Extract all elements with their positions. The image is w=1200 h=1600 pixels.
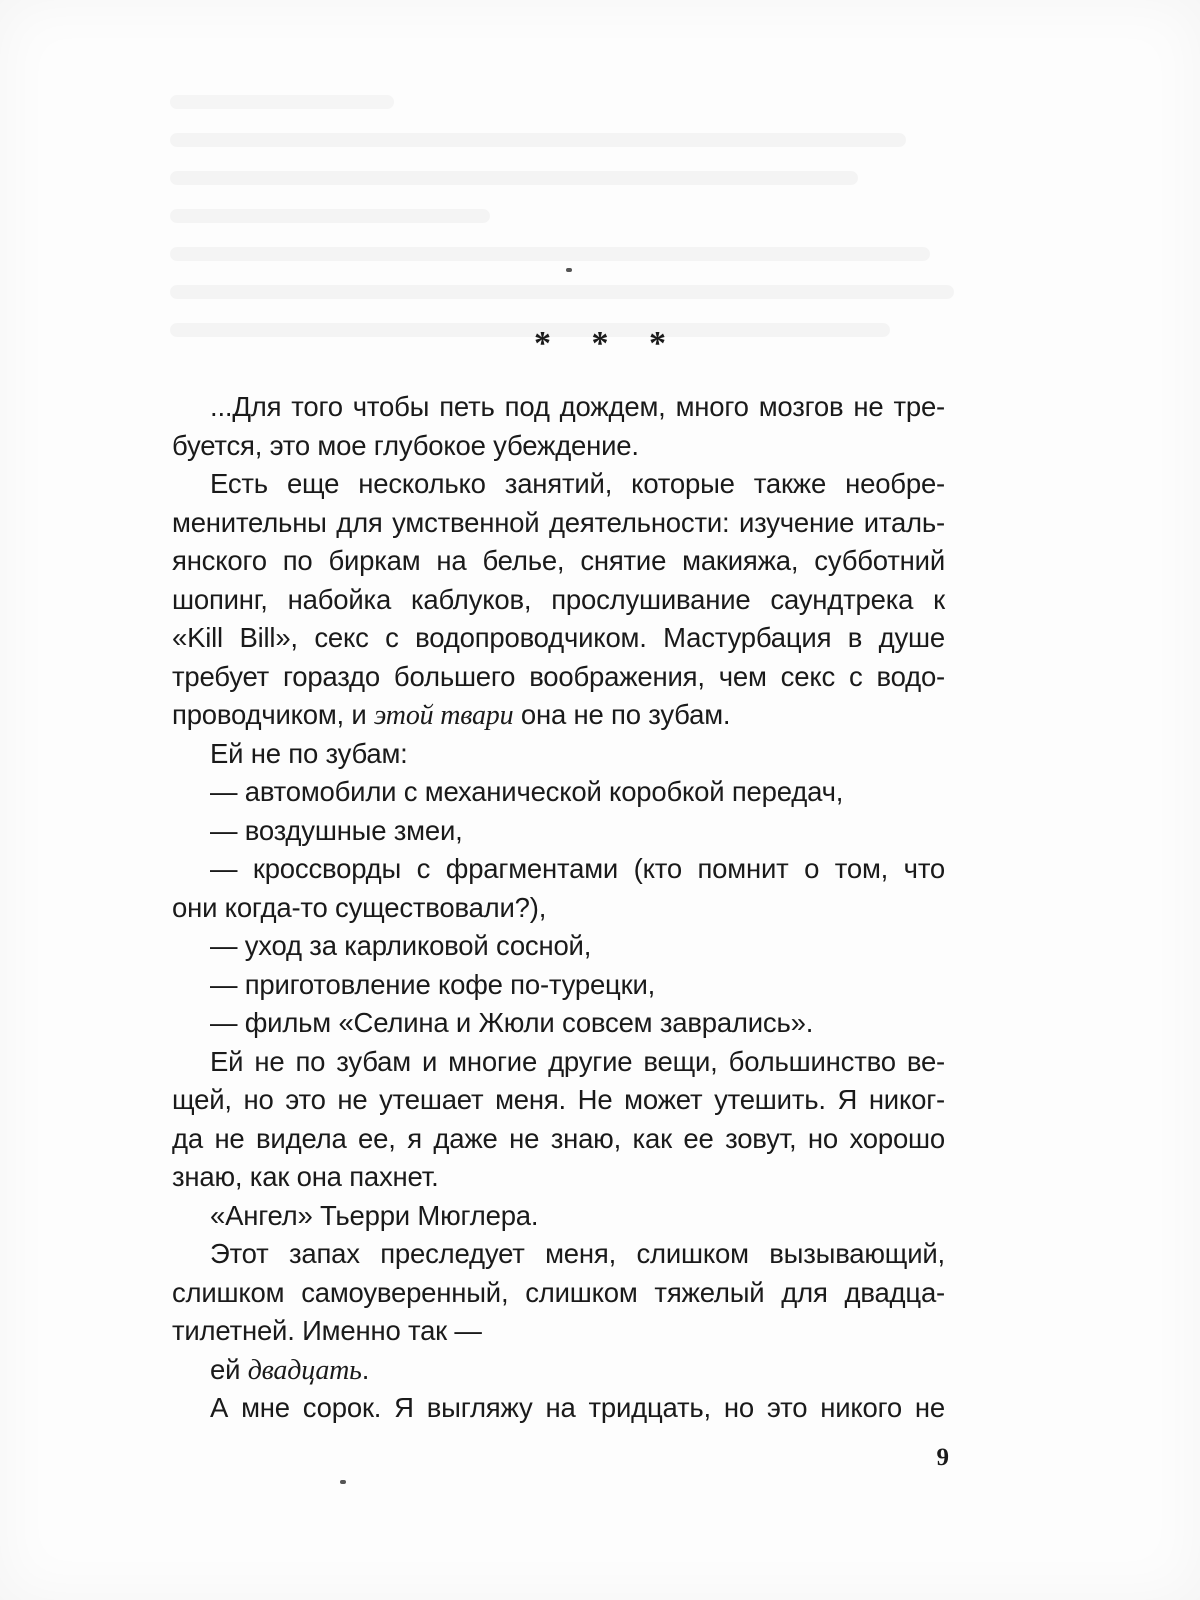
paragraph-line: Ей не по зубам: (210, 737, 408, 769)
paragraph-line: тилетней. Именно так — (172, 1315, 482, 1346)
body-text (172, 388, 945, 1428)
list-item: — автомобили с механической коробкой передач, (210, 776, 844, 807)
paragraph-line: менительны для умственной деятельности: изучение италь- (172, 506, 945, 538)
paragraph-line: янского по биркам на белье, снятие макияжа, субботний (172, 545, 945, 576)
list-item: — кроссворды с фрагментами (кто помнит о том, что (210, 853, 945, 884)
list-item: — воздушные змеи, (210, 814, 463, 846)
italic-text: двадцать (247, 1354, 362, 1386)
text-run: она не по зубам. (513, 699, 731, 730)
italic-text: этой твари (374, 700, 514, 731)
list-item: — уход за карликовой сосной, (210, 930, 592, 961)
paragraph-line: «Ангел» Тьерри Мюглера. (210, 1199, 539, 1231)
section-separator: * * * (534, 325, 682, 362)
paragraph-line (172, 696, 945, 735)
paragraph-line (172, 1351, 945, 1390)
paragraph-line: Этот запах преследует меня, слишком вызывающий, (210, 1238, 945, 1269)
paragraph-line: «Kill Bill», секс с водопроводчиком. Мастурбация в душе (172, 622, 945, 653)
list-item-continuation: они когда-то существовали?), (172, 891, 547, 923)
paragraph-line: знаю, как она пахнет. (172, 1161, 439, 1192)
paragraph-line: Есть еще несколько занятий, которые также необре- (210, 468, 945, 499)
scan-speck (566, 268, 572, 272)
paragraph-line: А мне сорок. Я выгляжу на тридцать, но это никого не (210, 1392, 945, 1423)
paragraph-line: ...Для того чтобы петь под дождем, много мозгов не тре- (210, 391, 945, 422)
paragraph-line: требует гораздо большего воображения, чем секс с водо- (172, 660, 945, 692)
paragraph-line: щей, но это не утешает меня. Не может утешить. Я никог- (172, 1084, 945, 1115)
list-item: — фильм «Селина и Жюли совсем заврались». (210, 1007, 814, 1038)
paragraph-line: Ей не по зубам и многие другие вещи, большинство ве- (210, 1045, 945, 1077)
text-run: ей (210, 1353, 248, 1385)
scan-speck (340, 1480, 346, 1484)
paragraph-line: да не видела ее, я даже не знаю, как ее зовут, но хорошо (172, 1122, 945, 1154)
list-item: — приготовление кофе по-турецки, (210, 968, 656, 1000)
text-run: . (361, 1353, 370, 1385)
paragraph-line: слишком самоуверенный, слишком тяжелый для двадца- (172, 1276, 945, 1308)
paragraph-line: буется, это мое глубокое убеждение. (172, 429, 639, 461)
text-run: проводчиком, и (172, 699, 375, 730)
paragraph-line: шопинг, набойка каблуков, прослушивание саундтрека к (172, 583, 945, 615)
page-number: 9 (936, 1444, 949, 1471)
